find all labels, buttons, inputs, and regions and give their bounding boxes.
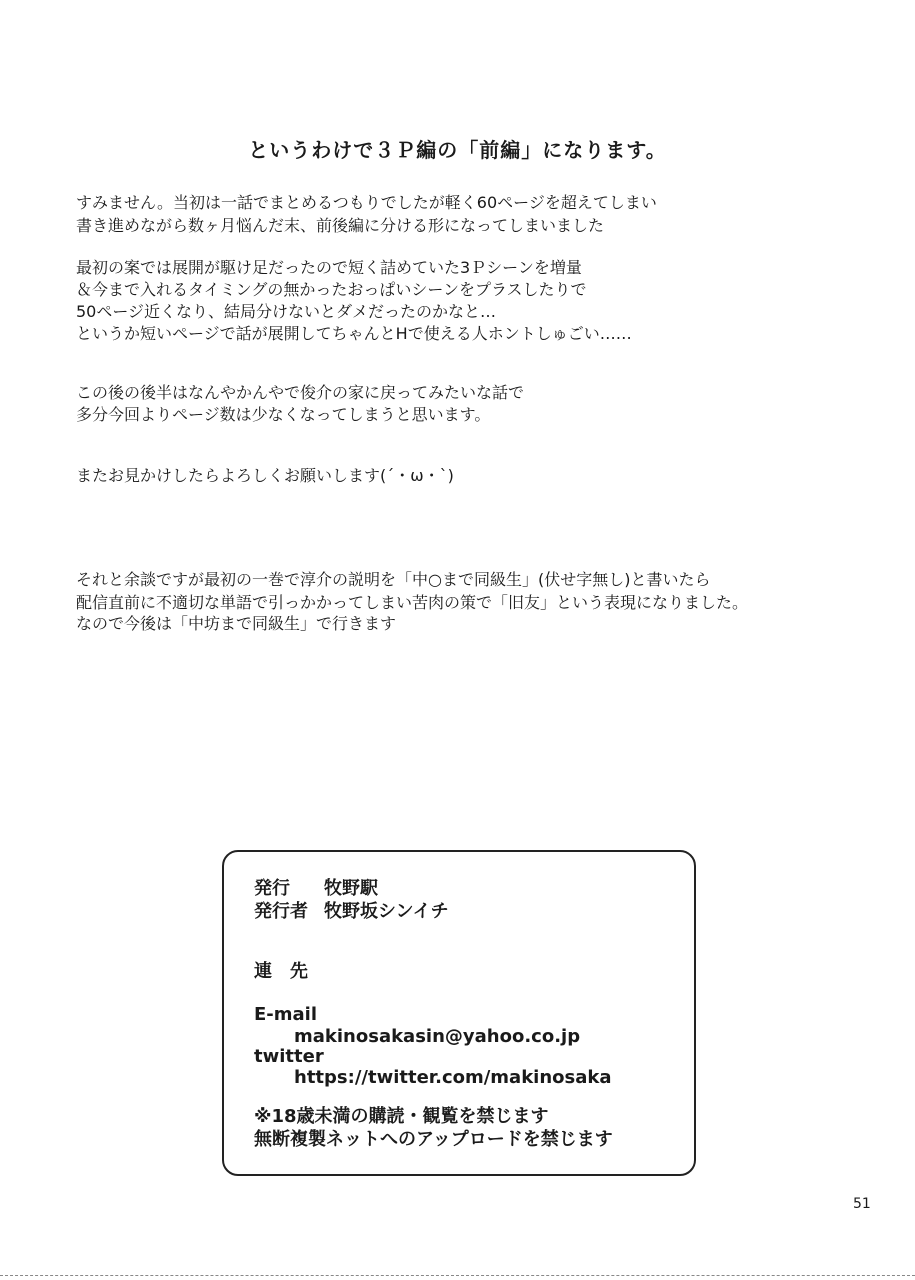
text-line: またお見かけしたらよろしくお願いします(´・ω・`) (76, 466, 454, 485)
copy-notice: 無断複製ネットへのアップロードを禁じます (254, 1129, 613, 1150)
text-line: 配信直前に不適切な単語で引っかかってしまい苦肉の策で「旧友」という表現になりました。 (76, 593, 749, 612)
publisher: 牧野駅 (324, 878, 378, 899)
author-label: 発行者 (254, 901, 308, 922)
page-edge-divider (0, 1275, 915, 1276)
text-line: 多分今回よりページ数は少なくなってしまうと思います。 (76, 405, 491, 424)
text-line: なので今後は「中坊まで同級生」で行きます (76, 614, 397, 633)
page-number: 51 (853, 1196, 871, 1212)
email: makinosakasin@yahoo.co.jp (294, 1026, 581, 1047)
text-line: というか短いページで話が展開してちゃんとHで使える人ホントしゅごい…… (76, 324, 632, 343)
page-title: というわけで３Ｐ編の「前編」になります。 (248, 138, 667, 162)
text-line: 書き進めながら数ヶ月悩んだ末、前後編に分ける形になってしまいました (76, 216, 605, 235)
publisher-label: 発行 (254, 878, 290, 899)
text-line: それと余談ですが最初の一巻で淳介の説明を「中○まで同級生」(伏せ字無し)と書いたら (76, 570, 711, 589)
text-line: この後の後半はなんやかんやで俊介の家に戻ってみたいな話で (76, 383, 525, 402)
colophon-box (222, 850, 696, 1176)
text-line: すみません。当初は一話でまとめるつもりでしたが軽く60ページを超えてしまい (76, 193, 657, 212)
email-label: E-mail (254, 1004, 318, 1025)
text-line: ＆今まで入れるタイミングの無かったおっぱいシーンをプラスしたりで (76, 280, 587, 299)
text-line: 50ページ近くなり、結局分けないとダメだったのかなと… (76, 302, 497, 321)
contact-label: 連 先 (254, 961, 308, 982)
twitter-url: https://twitter.com/makinosaka (294, 1067, 612, 1088)
author: 牧野坂シンイチ (324, 901, 449, 922)
age-notice: ※18歳未満の購読・観覧を禁じます (254, 1106, 549, 1127)
text-line: 最初の案では展開が駆け足だったので短く詰めていた3Ｐシーンを増量 (76, 258, 582, 277)
twitter-label: twitter (254, 1046, 324, 1067)
